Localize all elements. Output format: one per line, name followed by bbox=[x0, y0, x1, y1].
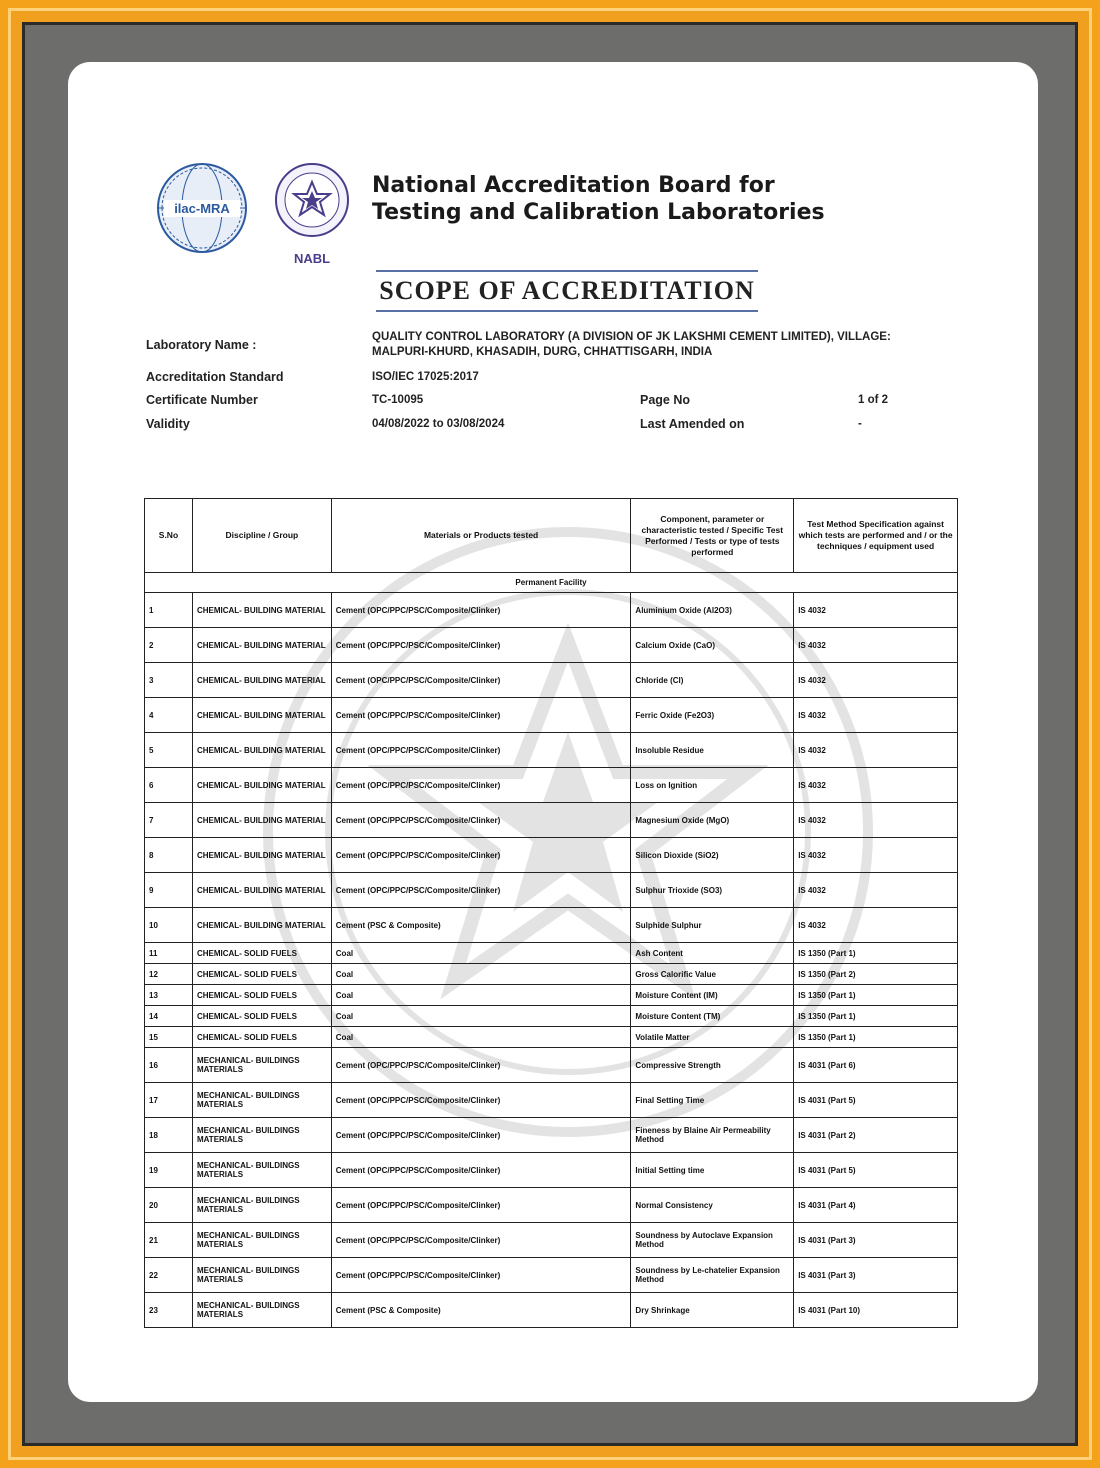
row-discipline: CHEMICAL- BUILDING MATERIAL bbox=[192, 838, 331, 873]
page-label: Page No bbox=[640, 393, 691, 407]
row-sno: 4 bbox=[145, 698, 193, 733]
row-component: Soundness by Autoclave Expansion Method bbox=[631, 1223, 794, 1258]
row-component: Chloride (Cl) bbox=[631, 663, 794, 698]
row-sno: 7 bbox=[145, 803, 193, 838]
row-discipline: MECHANICAL- BUILDINGS MATERIALS bbox=[192, 1293, 331, 1328]
row-component: Normal Consistency bbox=[631, 1188, 794, 1223]
row-discipline: CHEMICAL- SOLID FUELS bbox=[192, 964, 331, 985]
row-sno: 10 bbox=[145, 908, 193, 943]
amended-label: Last Amended on bbox=[640, 417, 745, 431]
row-component: Sulphide Sulphur bbox=[631, 908, 794, 943]
row-material: Cement (OPC/PPC/PSC/Composite/Clinker) bbox=[331, 838, 631, 873]
lab-name-line1: QUALITY CONTROL LABORATORY (A DIVISION OF JK LAKSHMI CEMENT LIMITED), VILLAGE: bbox=[372, 331, 891, 343]
row-method: IS 4031 (Part 10) bbox=[794, 1293, 958, 1328]
header-discipline: Discipline / Group bbox=[192, 499, 331, 573]
row-component: Ash Content bbox=[631, 943, 794, 964]
row-material: Cement (OPC/PPC/PSC/Composite/Clinker) bbox=[331, 1083, 631, 1118]
table-row bbox=[145, 1258, 958, 1293]
row-discipline: MECHANICAL- BUILDINGS MATERIALS bbox=[192, 1118, 331, 1153]
facility-label: Permanent Facility bbox=[145, 573, 958, 593]
row-sno: 16 bbox=[145, 1048, 193, 1083]
board-title bbox=[372, 172, 892, 226]
row-discipline: CHEMICAL- BUILDING MATERIAL bbox=[192, 628, 331, 663]
row-discipline: MECHANICAL- BUILDINGS MATERIALS bbox=[192, 1223, 331, 1258]
row-sno: 15 bbox=[145, 1027, 193, 1048]
row-method: IS 4032 bbox=[794, 803, 958, 838]
row-method: IS 4032 bbox=[794, 768, 958, 803]
facility-row bbox=[145, 573, 958, 593]
table-row bbox=[145, 733, 958, 768]
row-material: Coal bbox=[331, 943, 631, 964]
row-discipline: CHEMICAL- SOLID FUELS bbox=[192, 943, 331, 964]
row-sno: 19 bbox=[145, 1153, 193, 1188]
ilac-logo-text: ilac-MRA bbox=[174, 201, 230, 216]
row-material: Cement (OPC/PPC/PSC/Composite/Clinker) bbox=[331, 698, 631, 733]
row-material: Cement (OPC/PPC/PSC/Composite/Clinker) bbox=[331, 1223, 631, 1258]
row-component: Calcium Oxide (CaO) bbox=[631, 628, 794, 663]
row-method: IS 4031 (Part 3) bbox=[794, 1223, 958, 1258]
lab-name-line2: MALPURI-KHURD, KHASADIH, DURG, CHHATTISGARH, INDIA bbox=[372, 346, 713, 358]
amended-value: - bbox=[858, 418, 862, 430]
row-method: IS 4031 (Part 5) bbox=[794, 1153, 958, 1188]
nabl-logo-text: NABL bbox=[293, 251, 331, 266]
row-method: IS 4032 bbox=[794, 838, 958, 873]
row-discipline: CHEMICAL- SOLID FUELS bbox=[192, 1006, 331, 1027]
table-row bbox=[145, 1048, 958, 1083]
row-component: Sulphur Trioxide (SO3) bbox=[631, 873, 794, 908]
row-method: IS 1350 (Part 1) bbox=[794, 1027, 958, 1048]
row-method: IS 4032 bbox=[794, 733, 958, 768]
row-discipline: CHEMICAL- BUILDING MATERIAL bbox=[192, 768, 331, 803]
row-material: Coal bbox=[331, 1006, 631, 1027]
row-discipline: MECHANICAL- BUILDINGS MATERIALS bbox=[192, 1188, 331, 1223]
row-discipline: MECHANICAL- BUILDINGS MATERIALS bbox=[192, 1048, 331, 1083]
row-method: IS 4032 bbox=[794, 593, 958, 628]
row-material: Cement (OPC/PPC/PSC/Composite/Clinker) bbox=[331, 1118, 631, 1153]
row-component: Loss on Ignition bbox=[631, 768, 794, 803]
row-discipline: CHEMICAL- BUILDING MATERIAL bbox=[192, 733, 331, 768]
row-sno: 9 bbox=[145, 873, 193, 908]
row-component: Dry Shrinkage bbox=[631, 1293, 794, 1328]
table-row bbox=[145, 1223, 958, 1258]
row-material: Cement (OPC/PPC/PSC/Composite/Clinker) bbox=[331, 1048, 631, 1083]
table-row bbox=[145, 1027, 958, 1048]
row-method: IS 4031 (Part 4) bbox=[794, 1188, 958, 1223]
row-method: IS 4032 bbox=[794, 663, 958, 698]
table-row bbox=[145, 663, 958, 698]
row-material: Cement (OPC/PPC/PSC/Composite/Clinker) bbox=[331, 768, 631, 803]
row-component: Soundness by Le-chatelier Expansion Method bbox=[631, 1258, 794, 1293]
row-material: Cement (OPC/PPC/PSC/Composite/Clinker) bbox=[331, 803, 631, 838]
table-row bbox=[145, 964, 958, 985]
table-row bbox=[145, 943, 958, 964]
row-discipline: MECHANICAL- BUILDINGS MATERIALS bbox=[192, 1083, 331, 1118]
row-material: Cement (OPC/PPC/PSC/Composite/Clinker) bbox=[331, 628, 631, 663]
row-method: IS 1350 (Part 1) bbox=[794, 1006, 958, 1027]
row-sno: 17 bbox=[145, 1083, 193, 1118]
row-component: Moisture Content (TM) bbox=[631, 1006, 794, 1027]
row-sno: 2 bbox=[145, 628, 193, 663]
row-sno: 14 bbox=[145, 1006, 193, 1027]
row-sno: 5 bbox=[145, 733, 193, 768]
validity-label: Validity bbox=[146, 417, 190, 431]
row-method: IS 4031 (Part 2) bbox=[794, 1118, 958, 1153]
row-discipline: CHEMICAL- BUILDING MATERIAL bbox=[192, 698, 331, 733]
row-sno: 11 bbox=[145, 943, 193, 964]
row-component: Magnesium Oxide (MgO) bbox=[631, 803, 794, 838]
row-sno: 1 bbox=[145, 593, 193, 628]
header-materials: Materials or Products tested bbox=[331, 499, 631, 573]
row-component: Insoluble Residue bbox=[631, 733, 794, 768]
row-method: IS 4032 bbox=[794, 698, 958, 733]
row-discipline: MECHANICAL- BUILDINGS MATERIALS bbox=[192, 1258, 331, 1293]
row-discipline: CHEMICAL- SOLID FUELS bbox=[192, 985, 331, 1006]
row-method: IS 4031 (Part 6) bbox=[794, 1048, 958, 1083]
row-component: Gross Calorific Value bbox=[631, 964, 794, 985]
row-discipline: CHEMICAL- SOLID FUELS bbox=[192, 1027, 331, 1048]
scope-title-box bbox=[376, 270, 758, 312]
row-material: Cement (OPC/PPC/PSC/Composite/Clinker) bbox=[331, 1258, 631, 1293]
page-value: 1 of 2 bbox=[858, 394, 889, 406]
row-material: Cement (PSC & Composite) bbox=[331, 908, 631, 943]
row-sno: 20 bbox=[145, 1188, 193, 1223]
row-sno: 13 bbox=[145, 985, 193, 1006]
row-sno: 18 bbox=[145, 1118, 193, 1153]
row-method: IS 1350 (Part 1) bbox=[794, 985, 958, 1006]
table-row bbox=[145, 873, 958, 908]
row-discipline: CHEMICAL- BUILDING MATERIAL bbox=[192, 803, 331, 838]
row-material: Cement (OPC/PPC/PSC/Composite/Clinker) bbox=[331, 1188, 631, 1223]
row-sno: 23 bbox=[145, 1293, 193, 1328]
row-material: Cement (OPC/PPC/PSC/Composite/Clinker) bbox=[331, 593, 631, 628]
row-material: Cement (OPC/PPC/PSC/Composite/Clinker) bbox=[331, 1153, 631, 1188]
table-row bbox=[145, 628, 958, 663]
scope-title: SCOPE OF ACCREDITATION bbox=[379, 276, 755, 305]
table-row bbox=[145, 1293, 958, 1328]
standard-label: Accreditation Standard bbox=[146, 370, 284, 384]
certificate-label: Certificate Number bbox=[146, 393, 258, 407]
row-discipline: CHEMICAL- BUILDING MATERIAL bbox=[192, 873, 331, 908]
nabl-logo bbox=[272, 160, 352, 272]
row-material: Cement (PSC & Composite) bbox=[331, 1293, 631, 1328]
table-row bbox=[145, 1083, 958, 1118]
row-material: Cement (OPC/PPC/PSC/Composite/Clinker) bbox=[331, 873, 631, 908]
row-sno: 3 bbox=[145, 663, 193, 698]
header-component: Component, parameter or characteristic tested / Specific Test Performed / Tests or type of tests performed bbox=[631, 499, 794, 573]
header-sno: S.No bbox=[145, 499, 193, 573]
table-header-row bbox=[145, 499, 958, 573]
row-component: Compressive Strength bbox=[631, 1048, 794, 1083]
row-component: Initial Setting time bbox=[631, 1153, 794, 1188]
row-method: IS 1350 (Part 1) bbox=[794, 943, 958, 964]
table-row bbox=[145, 985, 958, 1006]
row-method: IS 4032 bbox=[794, 628, 958, 663]
table-row bbox=[145, 1006, 958, 1027]
row-material: Coal bbox=[331, 1027, 631, 1048]
row-method: IS 1350 (Part 2) bbox=[794, 964, 958, 985]
validity-value: 04/08/2022 to 03/08/2024 bbox=[372, 418, 505, 430]
row-material: Coal bbox=[331, 964, 631, 985]
row-sno: 12 bbox=[145, 964, 193, 985]
row-material: Cement (OPC/PPC/PSC/Composite/Clinker) bbox=[331, 663, 631, 698]
row-method: IS 4032 bbox=[794, 873, 958, 908]
row-sno: 21 bbox=[145, 1223, 193, 1258]
lab-name-label: Laboratory Name : bbox=[146, 338, 257, 352]
row-material: Coal bbox=[331, 985, 631, 1006]
board-title-line1: National Accreditation Board for bbox=[372, 173, 775, 198]
table-row bbox=[145, 838, 958, 873]
table-row bbox=[145, 803, 958, 838]
row-component: Aluminium Oxide (Al2O3) bbox=[631, 593, 794, 628]
certificate-value: TC-10095 bbox=[372, 394, 424, 406]
scope-table bbox=[144, 498, 958, 1328]
board-title-line2: Testing and Calibration Laboratories bbox=[372, 200, 825, 225]
row-sno: 22 bbox=[145, 1258, 193, 1293]
row-component: Ferric Oxide (Fe2O3) bbox=[631, 698, 794, 733]
row-component: Fineness by Blaine Air Permeability Method bbox=[631, 1118, 794, 1153]
row-sno: 6 bbox=[145, 768, 193, 803]
row-discipline: MECHANICAL- BUILDINGS MATERIALS bbox=[192, 1153, 331, 1188]
row-method: IS 4031 (Part 3) bbox=[794, 1258, 958, 1293]
row-component: Final Setting Time bbox=[631, 1083, 794, 1118]
standard-value: ISO/IEC 17025:2017 bbox=[372, 371, 479, 383]
table-row bbox=[145, 768, 958, 803]
table-row bbox=[145, 908, 958, 943]
row-component: Volatile Matter bbox=[631, 1027, 794, 1048]
certificate-page bbox=[68, 62, 1038, 1402]
table-row bbox=[145, 1153, 958, 1188]
row-discipline: CHEMICAL- BUILDING MATERIAL bbox=[192, 593, 331, 628]
ilac-mra-logo bbox=[156, 162, 248, 254]
header-method: Test Method Specification against which tests are performed and / or the techniques / equipment used bbox=[794, 499, 958, 573]
row-method: IS 4031 (Part 5) bbox=[794, 1083, 958, 1118]
table-row bbox=[145, 698, 958, 733]
row-sno: 8 bbox=[145, 838, 193, 873]
lab-name-value bbox=[372, 330, 972, 360]
row-discipline: CHEMICAL- BUILDING MATERIAL bbox=[192, 908, 331, 943]
row-method: IS 4032 bbox=[794, 908, 958, 943]
row-material: Cement (OPC/PPC/PSC/Composite/Clinker) bbox=[331, 733, 631, 768]
row-component: Silicon Dioxide (SiO2) bbox=[631, 838, 794, 873]
table-row bbox=[145, 1118, 958, 1153]
row-discipline: CHEMICAL- BUILDING MATERIAL bbox=[192, 663, 331, 698]
table-row bbox=[145, 1188, 958, 1223]
table-row bbox=[145, 593, 958, 628]
row-component: Moisture Content (IM) bbox=[631, 985, 794, 1006]
